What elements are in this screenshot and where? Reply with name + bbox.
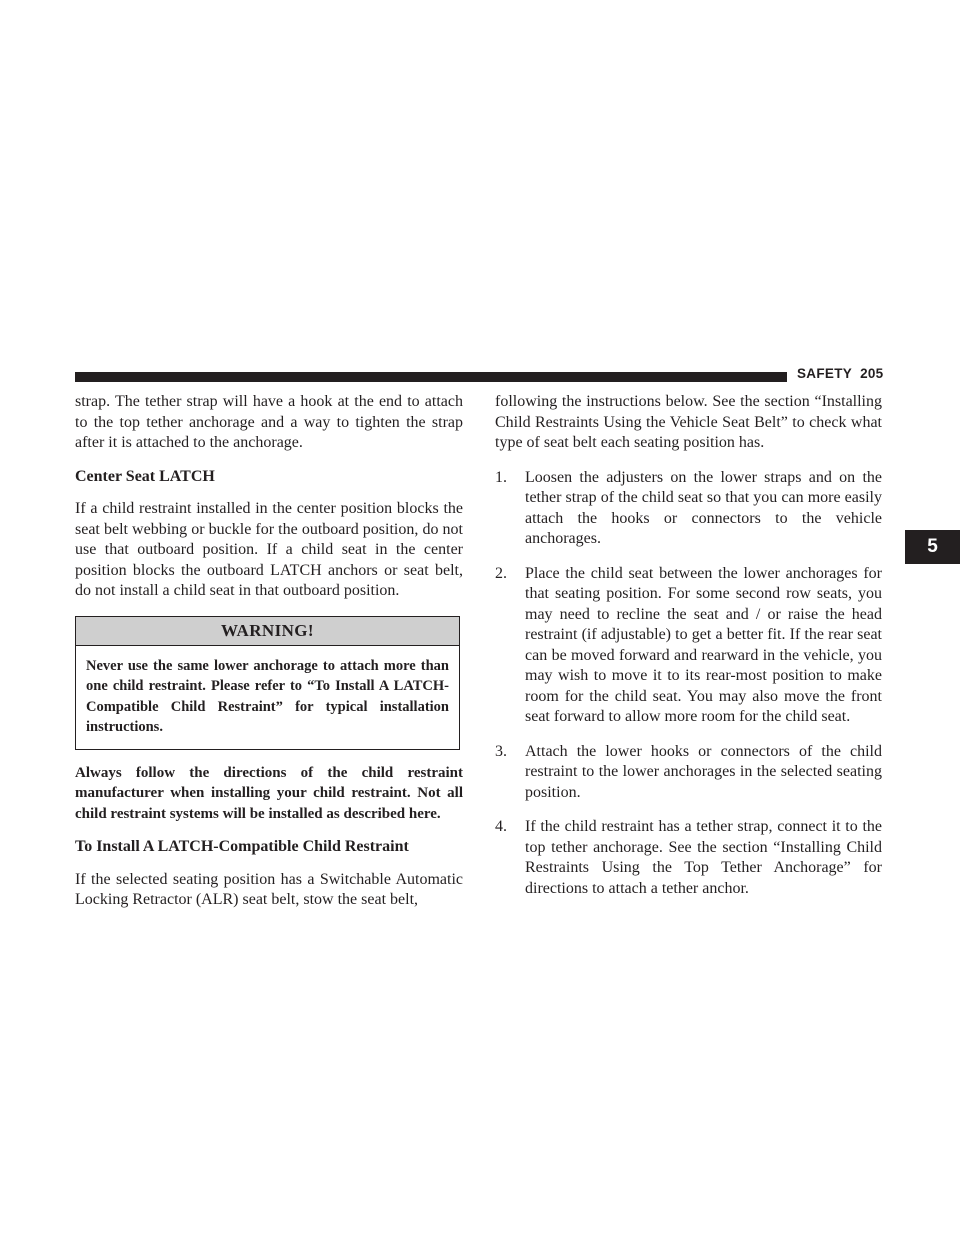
list-item bbox=[495, 742, 882, 804]
list-item bbox=[495, 468, 882, 550]
step-number: 4. bbox=[495, 818, 507, 835]
running-header bbox=[797, 366, 884, 381]
step-text: Loosen the adjusters on the lower straps and on the tether strap of the child seat so that you can more easily attach the hooks or connectors to the vehicle anchorages. bbox=[525, 468, 882, 547]
step-text: Place the child seat between the lower anchorages for that seating position. For some second row seats, you may need to recline the seat and / or raise the head restraint (if adjustable) to get a better fit. If the rear seat can be moved forward and rearward in the vehicle, you may wish to move it to its rear-most position to make room for the child seat. You may also move the front seat forward to allow more room for the child seat. bbox=[525, 564, 882, 725]
step-text: If the child restraint has a tether strap, connect it to the top tether anchorage. See the section “Installing Child Restraints Using the Top Tether Anchorage” for directions to attach a tether anchor. bbox=[525, 818, 882, 897]
install-steps-list bbox=[495, 468, 882, 900]
center-seat-paragraph: If a child restraint installed in the center position blocks the seat belt webbing or buckle for the outboard position, do not use that outboard position. If a child seat in the center position blocks the outboard LATCH anchors or seat belt, do not install a child seat in that outboard position. bbox=[75, 500, 463, 599]
warning-title: WARNING! bbox=[76, 617, 459, 646]
chapter-tab: 5 bbox=[905, 530, 960, 564]
left-column bbox=[75, 392, 463, 911]
step-text: Attach the lower hooks or connectors of the child restraint to the lower anchorages in the selected seating position. bbox=[525, 742, 882, 801]
continued-paragraph: following the instructions below. See the section “Installing Child Restraints Using the Vehicle Seat Belt” to check what type of seat belt each seating position has. bbox=[495, 393, 882, 451]
list-item bbox=[495, 817, 882, 899]
section-title: SAFETY bbox=[797, 366, 853, 381]
header-rule bbox=[75, 372, 787, 382]
warning-text: Never use the same lower anchorage to attach more than one child restraint. Please refer to “To Install A LATCH-Compatible Child Restraint” for typical installation instructions. bbox=[86, 657, 449, 735]
step-number: 2. bbox=[495, 564, 507, 582]
install-paragraph: If the selected seating position has a Switchable Automatic Locking Retractor (ALR) seat belt, stow the seat belt, bbox=[75, 870, 463, 908]
step-number: 3. bbox=[495, 742, 507, 760]
follow-directions-note: Always follow the directions of the child restraint manufacturer when installing your child restraint. Not all child restraint systems will be installed as described here. bbox=[75, 764, 463, 822]
warning-box bbox=[75, 616, 460, 750]
center-seat-heading: Center Seat LATCH bbox=[75, 467, 215, 485]
right-column bbox=[495, 392, 882, 913]
intro-paragraph: strap. The tether strap will have a hook at the end to attach to the top tether anchorage and a way to tighten the strap after it is attached to the anchorage. bbox=[75, 393, 463, 451]
install-heading: To Install A LATCH-Compatible Child Restraint bbox=[75, 838, 409, 855]
page-number: 205 bbox=[860, 366, 884, 381]
step-number: 1. bbox=[495, 468, 507, 486]
list-item bbox=[495, 564, 882, 728]
